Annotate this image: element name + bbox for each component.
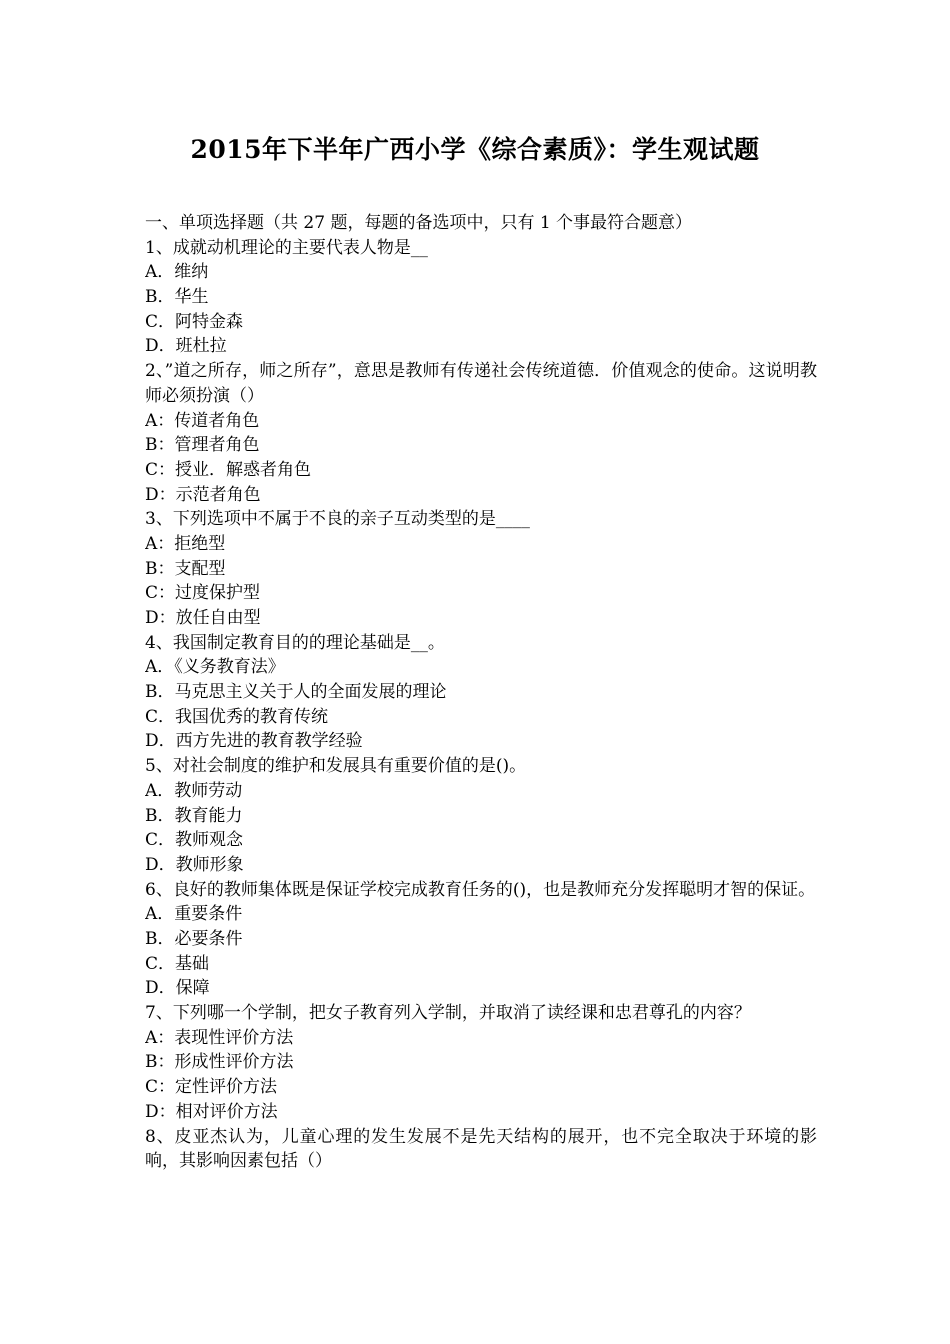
option-c: C．阿特金森 (145, 311, 244, 332)
option-b: B．必要条件 (145, 928, 243, 949)
question-stem: 3、下列选项中不属于不良的亲子互动类型的是____ (145, 509, 530, 530)
option-b: B．华生 (145, 287, 209, 308)
document-body (145, 211, 817, 1174)
option-d: D：相对评价方法 (145, 1101, 278, 1122)
question-1 (145, 236, 817, 359)
question-stem: 5、对社会制度的维护和发展具有重要价值的是()。 (145, 756, 527, 777)
question-stem: 8、皮亚杰认为，儿童心理的发生发展不是先天结构的展开，也不完全取决于环境的影响，其影响因素包括（） (145, 1126, 817, 1172)
option-a: A．维纳 (145, 262, 209, 283)
question-stem: 2、”道之所存，师之所存”，意思是教师有传递社会传统道德．价值观念的使命。这说明教师必须扮演（） (145, 361, 817, 406)
option-c: C．教师观念 (145, 830, 244, 851)
question-5 (145, 754, 817, 877)
question-4 (145, 631, 817, 754)
option-d: D．教师形象 (145, 854, 244, 875)
option-a: A：拒绝型 (145, 533, 226, 554)
option-d: D．班杜拉 (145, 336, 227, 357)
question-stem: 1、成就动机理论的主要代表人物是__ (145, 237, 428, 258)
option-c: C．我国优秀的教育传统 (145, 706, 329, 727)
question-6 (145, 878, 817, 1001)
question-stem: 4、我国制定教育目的的理论基础是__。 (145, 632, 445, 653)
question-stem: 6、良好的教师集体既是保证学校完成教育任务的()，也是教师充分发挥聪明才智的保证。 (145, 879, 816, 900)
option-d: D：示范者角色 (145, 484, 261, 505)
option-d: D：放任自由型 (145, 608, 261, 629)
option-b: B：管理者角色 (145, 435, 260, 456)
option-b: B：支配型 (145, 558, 226, 579)
document-title: 2015年下半年广西小学《综合素质》：学生观试题 (190, 135, 760, 164)
question-3 (145, 507, 817, 630)
question-2 (145, 359, 817, 507)
option-d: D．西方先进的教育教学经验 (145, 731, 363, 752)
question-8 (145, 1125, 817, 1174)
option-a: A：传道者角色 (145, 410, 260, 431)
option-d: D．保障 (145, 978, 210, 999)
option-b: B．教育能力 (145, 805, 243, 826)
option-a: A：表现性评价方法 (145, 1027, 294, 1048)
question-7 (145, 1001, 817, 1124)
option-c: C：定性评价方法 (145, 1077, 278, 1098)
option-c: C．基础 (145, 953, 210, 974)
option-a: A．教师劳动 (145, 780, 243, 801)
option-c: C：过度保护型 (145, 583, 261, 604)
option-c: C：授业．解惑者角色 (145, 459, 312, 480)
option-b: B：形成性评价方法 (145, 1052, 294, 1073)
question-stem: 7、下列哪一个学制，把女子教育列入学制，并取消了读经课和忠君尊孔的内容？ (145, 1003, 751, 1024)
option-b: B．马克思主义关于人的全面发展的理论 (145, 682, 447, 703)
option-a: A．《义务教育法》 (145, 657, 285, 678)
section-heading: 一、单项选择题（共 27 题，每题的备选项中，只有 1 个事最符合题意） (145, 213, 693, 233)
option-a: A．重要条件 (145, 904, 243, 925)
